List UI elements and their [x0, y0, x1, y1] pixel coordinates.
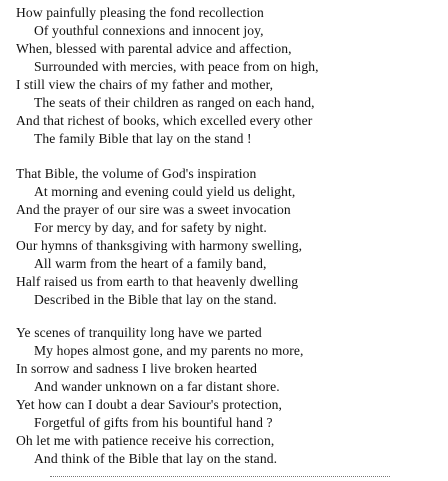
- poem-line: The family Bible that lay on the stand !: [34, 131, 252, 146]
- poem-line: That Bible, the volume of God's inspiration: [16, 166, 257, 181]
- poem-line: Ye scenes of tranquility long have we parted: [16, 325, 262, 340]
- poem-line: Yet how can I doubt a dear Saviour's protection,: [16, 397, 282, 412]
- poem-line: How painfully pleasing the fond recollection: [16, 5, 264, 20]
- poem-line: Half raised us from earth to that heavenly dwelling: [16, 274, 299, 289]
- poem-line: At morning and evening could yield us delight,: [34, 184, 296, 199]
- poem-line: Oh let me with patience receive his correction,: [16, 433, 275, 448]
- poem-line: All warm from the heart of a family band,: [34, 256, 267, 271]
- poem-line: And think of the Bible that lay on the stand.: [34, 451, 278, 466]
- bottom-rule: [50, 476, 390, 477]
- poem-line: I still view the chairs of my father and mother,: [16, 77, 274, 92]
- poem-line: My hopes almost gone, and my parents no more,: [34, 343, 304, 358]
- poem-line: Forgetful of gifts from his bountiful hand ?: [34, 415, 273, 430]
- poem-line: Our hymns of thanksgiving with harmony swelling,: [16, 238, 303, 253]
- poem-line: Surrounded with mercies, with peace from on high,: [34, 59, 319, 74]
- poem-line: And wander unknown on a far distant shore.: [34, 379, 280, 394]
- poem-line: In sorrow and sadness I live broken hearted: [16, 361, 257, 376]
- poem-line: Described in the Bible that lay on the stand.: [34, 292, 277, 307]
- poem-line: Of youthful connexions and innocent joy,: [34, 23, 264, 38]
- poem-line: For mercy by day, and for safety by night.: [34, 220, 267, 235]
- poem-line: And that richest of books, which excelled every other: [16, 113, 313, 128]
- poem-line: When, blessed with parental advice and affection,: [16, 41, 292, 56]
- poem-line: The seats of their children as ranged on each hand,: [34, 95, 315, 110]
- poem-line: And the prayer of our sire was a sweet invocation: [16, 202, 291, 217]
